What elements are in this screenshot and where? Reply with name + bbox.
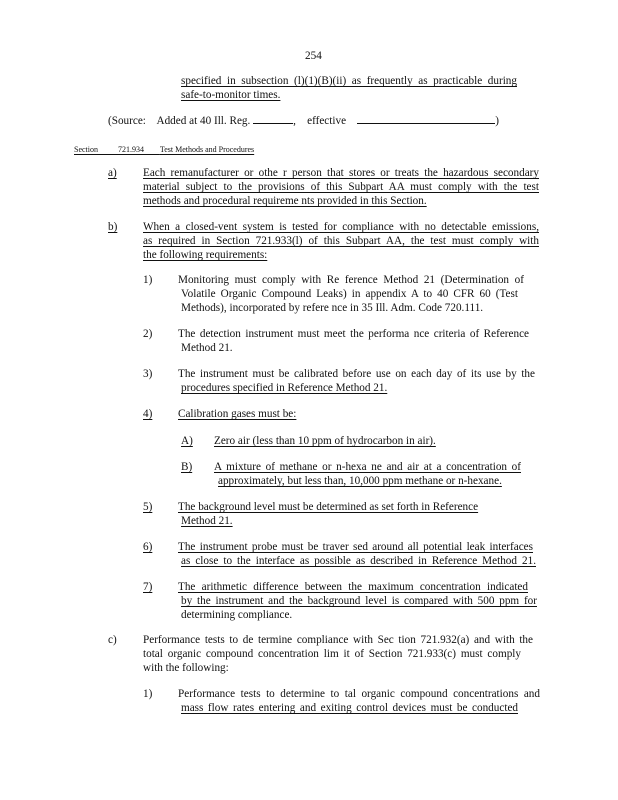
source-note: (Source: Added at 40 Ill. Reg. , effective ) (108, 115, 499, 127)
item-b2-line: The detection instrument must meet the performa nce criteria of Reference (178, 328, 529, 340)
item-c1-label: 1) (143, 688, 153, 700)
continuation-line-1: specified in subsection (l)(1)(B)(ii) as frequently as practicable during (181, 75, 517, 87)
item-b1-line: Methods), incorporated by refere nce in 35 Ill. Adm. Code 720.111. (181, 302, 484, 314)
item-b1-line: Volatile Organic Compound Leaks) in appendix A to 40 CFR 60 (Test (181, 288, 518, 300)
item-b-line: the following requirements: (143, 249, 268, 261)
section-title: Test Methods and Procedures (159, 145, 255, 154)
item-a-line: material subject to the provisions of this Subpart AA must comply with the test (143, 181, 539, 193)
item-b4b-label: B) (181, 461, 193, 473)
item-b-line: as required in Section 721.933(l) of this Subpart AA, the test must comply with (143, 235, 539, 247)
item-c-line: total organic compound concentration lim it of Section 721.933(c) must comply (143, 648, 521, 660)
item-b7-label: 7) (143, 581, 153, 593)
item-a-label: a) (108, 167, 117, 179)
item-b7-line: by the instrument and the background level is compared with 500 ppm for (181, 595, 537, 607)
item-b4b-line: A mixture of methane or n-hexa ne and air at a concentration of (214, 461, 521, 473)
item-b1-label: 1) (143, 274, 153, 286)
item-c-line: with the following: (143, 662, 229, 674)
item-b6-line: The instrument probe must be traver sed around all potential leak interfaces (178, 541, 533, 553)
item-b6-label: 6) (143, 541, 153, 553)
source-prefix: (Source: (108, 115, 146, 127)
item-b4-label: 4) (143, 408, 153, 420)
section-heading (74, 142, 300, 157)
item-a-line: Each remanufacturer or othe r person that stores or treats the hazardous secondary (143, 167, 539, 179)
item-b4-line: Calibration gases must be: (178, 408, 297, 420)
page-number: 254 (305, 50, 322, 62)
item-b3-label: 3) (143, 368, 153, 380)
item-b2-line: Method 21. (181, 342, 233, 354)
item-b3-line: procedures specified in Reference Method 21. (181, 382, 388, 394)
item-b4a-label: A) (181, 435, 193, 447)
item-c1-line: Performance tests to determine to tal organic compound concentrations and (178, 688, 540, 700)
item-b5-label: 5) (143, 501, 153, 513)
item-a-line: methods and procedural requireme nts provided in this Section. (143, 195, 427, 207)
item-b2-label: 2) (143, 328, 153, 340)
effective-date-blank (357, 123, 495, 124)
item-b7-line: determining compliance. (181, 609, 293, 621)
item-b6-line: as close to the interface as possible as described in Reference Method 21. (181, 555, 536, 567)
item-b4b-line: approximately, but less than, 10,000 ppm methane or n-hexane. (218, 475, 502, 487)
item-c1-line: mass flow rates entering and exiting control devices must be conducted (181, 702, 518, 714)
item-b3-line: The instrument must be calibrated before use on each day of its use by the (178, 368, 535, 380)
item-c-label: c) (108, 634, 117, 646)
item-b5-line: The background level must be determined as set forth in Reference (178, 501, 479, 513)
item-b4a-line: Zero air (less than 10 ppm of hydrocarbon in air). (214, 435, 436, 447)
continuation-line-2: safe-to-monitor times. (181, 89, 281, 101)
source-added: Added at 40 Ill. Reg. (156, 115, 251, 127)
item-b7-line: The arithmetic difference between the maximum concentration indicated (178, 581, 528, 593)
item-b5-line: Method 21. (181, 515, 233, 527)
source-effective: effective (307, 115, 347, 127)
item-c-line: Performance tests to de termine compliance with Sec tion 721.932(a) and with the (143, 634, 533, 646)
item-b-line: When a closed-vent system is tested for compliance with no detectable emissions, (143, 221, 539, 233)
source-close: ) (495, 115, 499, 127)
section-number: 721.934 (118, 145, 144, 154)
item-b1-line: Monitoring must comply with Re ference Method 21 (Determination of (178, 274, 524, 286)
section-label: Section (74, 145, 98, 154)
reg-volume-blank (253, 123, 293, 124)
item-b-label: b) (108, 221, 118, 233)
